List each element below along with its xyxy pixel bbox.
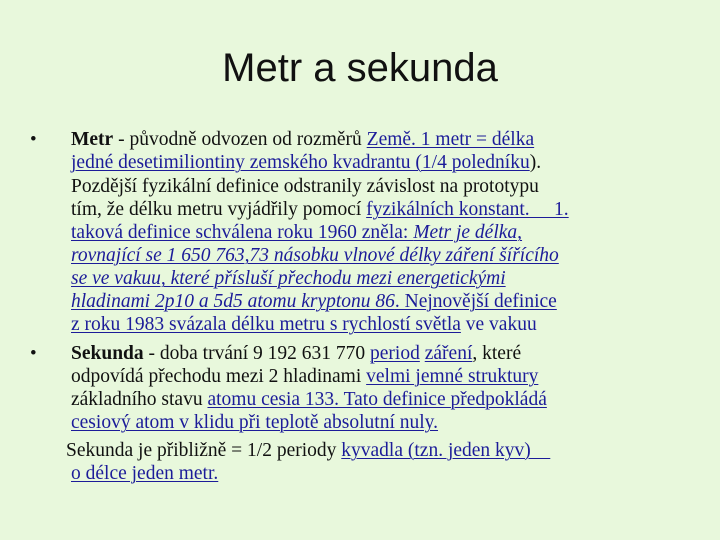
link-jemne-struktury[interactable]: velmi jemné struktury: [366, 366, 539, 387]
metr-text-9b: ve vakuu: [460, 314, 537, 335]
link-definice-1960[interactable]: taková definice schválena roku 1960 zněla:: [71, 222, 414, 243]
link-kvadrant[interactable]: jedné desetimiliontiny zemského kvadrantu (1/4 poledníku: [71, 152, 530, 173]
sekunda-text-3a: základního stavu: [71, 389, 208, 410]
sekunda-line-6[interactable]: o délce jeden metr.: [71, 463, 219, 484]
sekunda-text-5a: Sekunda je přibližně = 1/2 periody: [66, 440, 342, 461]
metr-text-2b: ).: [529, 152, 542, 173]
sekunda-line-3: [71, 389, 547, 411]
sekunda-text-1b: , které: [472, 343, 522, 364]
bullet-sekunda: •: [30, 343, 37, 364]
metr-line-4: [71, 199, 569, 221]
metr-text-1a: - původně odvozen od rozměrů: [113, 129, 367, 150]
link-atom-cesia[interactable]: atomu cesia 133. Tato definice předpokládá: [207, 389, 547, 410]
sekunda-text-2a: odpovídá přechodu mezi 2 hladinami: [71, 366, 367, 387]
sekunda-line-1: [71, 343, 521, 365]
slide-title: Metr a sekunda: [222, 46, 498, 90]
link-zeme[interactable]: Země. 1 metr = délka: [366, 129, 535, 150]
link-metr-je-delka[interactable]: Metr je délka,: [413, 222, 523, 243]
link-rychlost-svetla[interactable]: z roku 1983 svázala délku metru s rychlostí světla: [71, 314, 461, 335]
metr-line-8: [71, 291, 557, 313]
metr-line-9: [71, 314, 537, 336]
metr-line-7[interactable]: se ve vakuu, které přísluší přechodu mezi energetickými: [71, 268, 506, 289]
sekunda-line-4[interactable]: cesiový atom v klidu při teplotě absolutní nuly.: [71, 412, 439, 433]
metr-line-6[interactable]: rovnající se 1 650 763,73 násobku vlnové délky záření šířícího: [71, 245, 559, 266]
bullet-metr: •: [30, 129, 37, 150]
metr-term: Metr: [71, 129, 114, 150]
link-zareni[interactable]: záření: [424, 343, 473, 364]
metr-line-2: [71, 152, 541, 174]
metr-text-4a: tím, že délku metru vyjádřily pomocí: [71, 199, 367, 220]
metr-line-1: [71, 129, 534, 151]
sekunda-line-5: [66, 440, 550, 462]
link-nejnovejsi-definice[interactable]: . Nejnovější definice: [394, 291, 557, 312]
link-kryptonu[interactable]: hladinami 2p10 a 5d5 atomu kryptonu 86: [71, 291, 395, 312]
link-period[interactable]: period: [370, 343, 420, 364]
sekunda-line-2: [71, 366, 538, 388]
link-kyvadla[interactable]: kyvadla (tzn. jeden kyv): [341, 440, 551, 461]
metr-line-5: [71, 222, 522, 244]
metr-line-3: Pozdější fyzikální definice odstranily závislost na prototypu: [71, 176, 539, 197]
sekunda-text-1a: - doba trvání 9 192 631 770: [143, 343, 371, 364]
sekunda-term: Sekunda: [71, 343, 144, 364]
link-fyzikalni-konstanty[interactable]: fyzikálních konstant. 1.: [366, 199, 569, 220]
